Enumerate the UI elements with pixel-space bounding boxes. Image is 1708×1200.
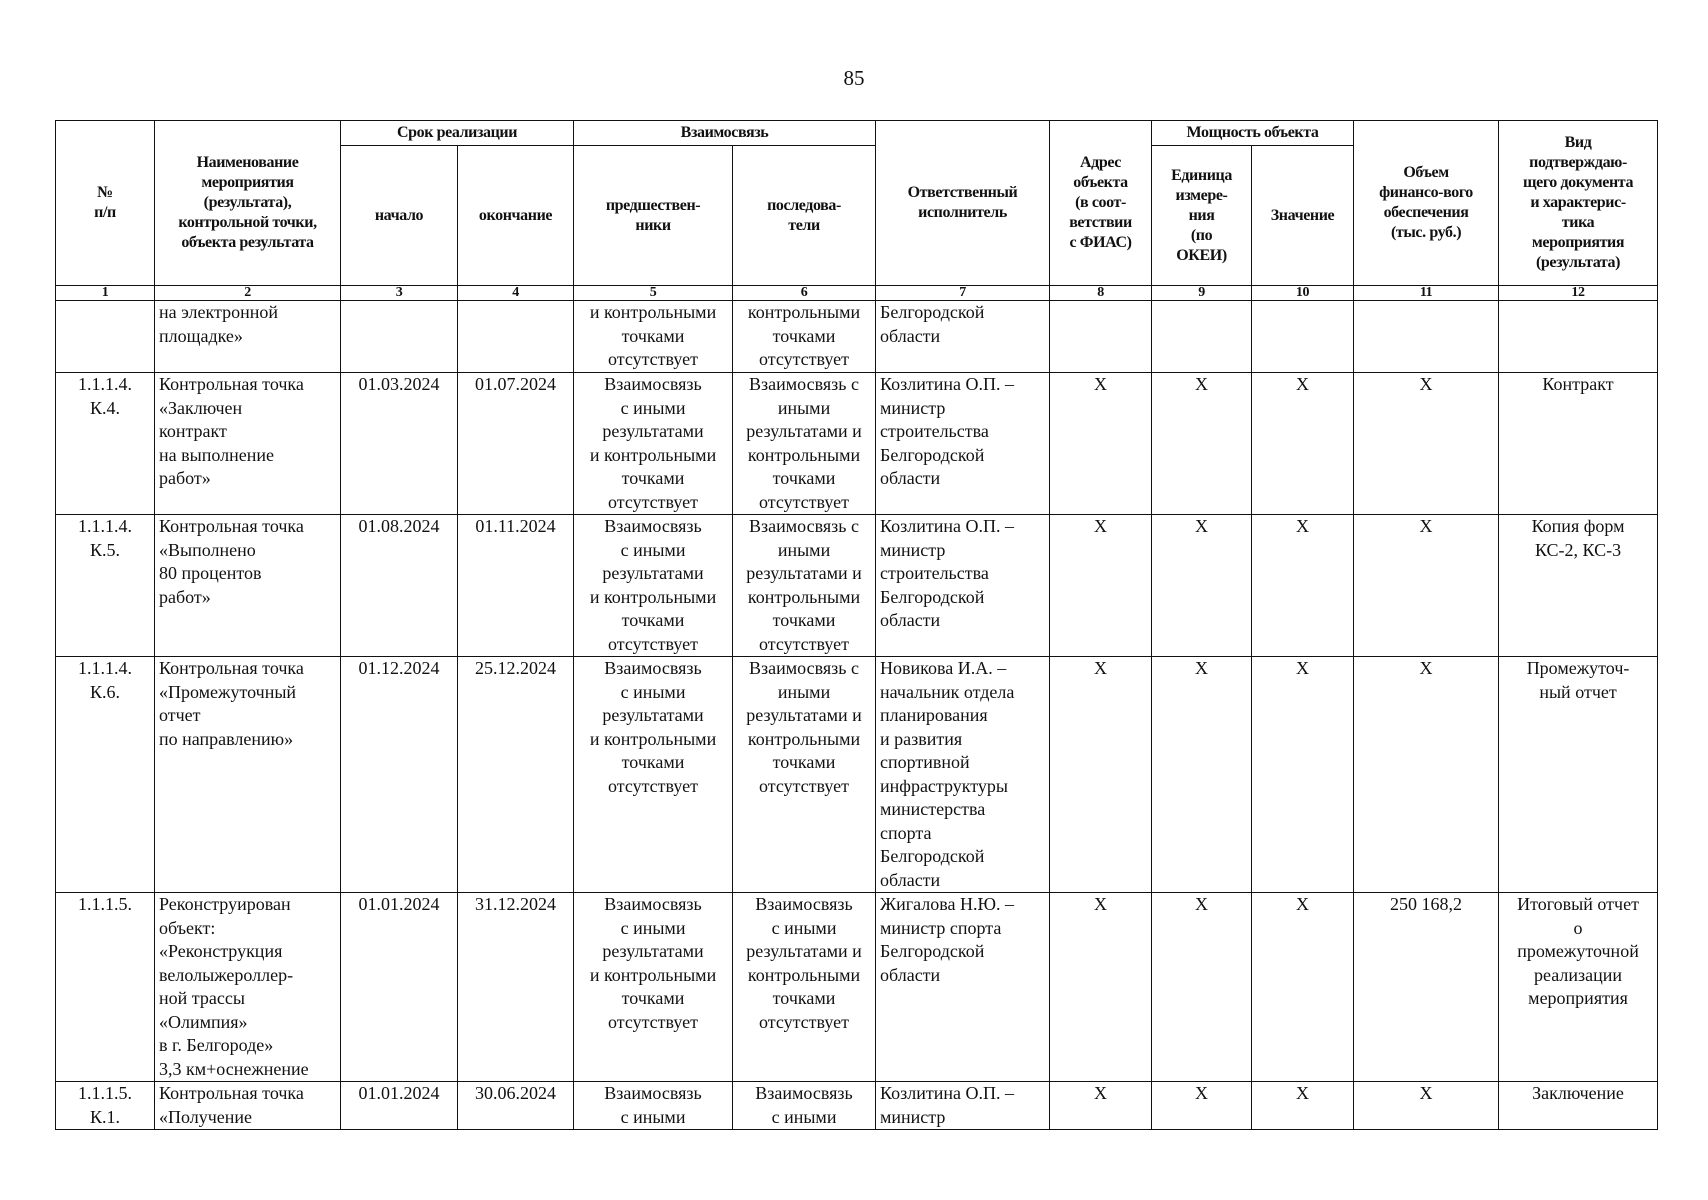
cell-end: 01.11.2024 — [458, 515, 574, 657]
cell-value: Х — [1252, 373, 1354, 515]
cell-successors: Взаимосвязь с иными — [733, 1082, 876, 1130]
header-term-group: Срок реализации — [341, 121, 574, 146]
header-power-group: Мощность объекта — [1152, 121, 1354, 146]
cell-finance: Х — [1354, 657, 1499, 893]
cell-name: Контрольная точка «Промежуточный отчет по направлению» — [155, 657, 341, 893]
cell-unit: Х — [1152, 657, 1252, 893]
header-predecessors: предшествен- ники — [574, 146, 733, 286]
cell-document: Контракт — [1499, 373, 1658, 515]
cell-unit: Х — [1152, 1082, 1252, 1130]
column-number: 6 — [733, 286, 876, 301]
cell-start: 01.12.2024 — [341, 657, 458, 893]
header-finance: Объем финансо-вого обеспечения (тыс. руб.) — [1354, 121, 1499, 286]
cell-start: 01.01.2024 — [341, 1082, 458, 1130]
cell-num — [56, 301, 155, 373]
cell-successors: Взаимосвязь с иными результатами и контрольными точками отсутствует — [733, 657, 876, 893]
table-row — [56, 301, 1658, 373]
column-number: 12 — [1499, 286, 1658, 301]
column-number: 5 — [574, 286, 733, 301]
column-number: 11 — [1354, 286, 1499, 301]
column-number: 7 — [876, 286, 1050, 301]
cell-document: Заключение — [1499, 1082, 1658, 1130]
header-document: Вид подтверждаю- щего документа и характерис- тика мероприятия (результата) — [1499, 121, 1658, 286]
column-number: 1 — [56, 286, 155, 301]
cell-start: 01.08.2024 — [341, 515, 458, 657]
cell-document: Копия форм КС-2, КС-3 — [1499, 515, 1658, 657]
table-row — [56, 1082, 1658, 1130]
cell-unit: Х — [1152, 515, 1252, 657]
cell-end: 01.07.2024 — [458, 373, 574, 515]
cell-address: Х — [1050, 373, 1152, 515]
table-header — [56, 121, 1658, 301]
cell-value: Х — [1252, 657, 1354, 893]
cell-predecessors: Взаимосвязь с иными результатами и контрольными точками отсутствует — [574, 373, 733, 515]
cell-address: Х — [1050, 1082, 1152, 1130]
cell-successors: контрольными точками отсутствует — [733, 301, 876, 373]
cell-num: 1.1.1.5. К.1. — [56, 1082, 155, 1130]
cell-value: Х — [1252, 893, 1354, 1082]
table-row — [56, 893, 1658, 1082]
column-number: 10 — [1252, 286, 1354, 301]
cell-end: 31.12.2024 — [458, 893, 574, 1082]
cell-predecessors: Взаимосвязь с иными результатами и контрольными точками отсутствует — [574, 515, 733, 657]
cell-name: Контрольная точка «Заключен контракт на выполнение работ» — [155, 373, 341, 515]
cell-responsible: Козлитина О.П. – министр строительства Белгородской области — [876, 515, 1050, 657]
cell-end — [458, 301, 574, 373]
column-number: 8 — [1050, 286, 1152, 301]
cell-name: на электронной площадке» — [155, 301, 341, 373]
cell-successors: Взаимосвязь с иными результатами и контрольными точками отсутствует — [733, 893, 876, 1082]
table-row — [56, 373, 1658, 515]
cell-predecessors: Взаимосвязь с иными результатами и контрольными точками отсутствует — [574, 657, 733, 893]
header-successors: последова- тели — [733, 146, 876, 286]
column-number: 9 — [1152, 286, 1252, 301]
cell-name: Реконструирован объект: «Реконструкция велолыжероллер- ной трассы «Олимпия» в г. Белгороде» 3,3 км+оснежнение — [155, 893, 341, 1082]
cell-responsible: Козлитина О.П. – министр — [876, 1082, 1050, 1130]
cell-start — [341, 301, 458, 373]
header-responsible: Ответственный исполнитель — [876, 121, 1050, 286]
cell-document — [1499, 301, 1658, 373]
cell-num: 1.1.1.5. — [56, 893, 155, 1082]
header-num: № п/п — [56, 121, 155, 286]
cell-end: 25.12.2024 — [458, 657, 574, 893]
cell-finance: Х — [1354, 1082, 1499, 1130]
column-number: 4 — [458, 286, 574, 301]
page-number: 85 — [843, 66, 865, 90]
table-row — [56, 515, 1658, 657]
cell-document: Промежуточ- ный отчет — [1499, 657, 1658, 893]
cell-successors: Взаимосвязь с иными результатами и контрольными точками отсутствует — [733, 515, 876, 657]
cell-predecessors: Взаимосвязь с иными результатами и контрольными точками отсутствует — [574, 893, 733, 1082]
cell-finance: Х — [1354, 373, 1499, 515]
cell-name: Контрольная точка «Получение — [155, 1082, 341, 1130]
column-number: 2 — [155, 286, 341, 301]
cell-unit: Х — [1152, 373, 1252, 515]
cell-value: Х — [1252, 515, 1354, 657]
cell-start: 01.01.2024 — [341, 893, 458, 1082]
cell-value — [1252, 301, 1354, 373]
cell-predecessors: и контрольными точками отсутствует — [574, 301, 733, 373]
cell-num: 1.1.1.4. К.5. — [56, 515, 155, 657]
cell-end: 30.06.2024 — [458, 1082, 574, 1130]
cell-finance — [1354, 301, 1499, 373]
header-end: окончание — [458, 146, 574, 286]
header-link-group: Взаимосвязь — [574, 121, 876, 146]
cell-predecessors: Взаимосвязь с иными — [574, 1082, 733, 1130]
header-name: Наименование мероприятия (результата), контрольной точки, объекта результата — [155, 121, 341, 286]
cell-responsible: Белгородской области — [876, 301, 1050, 373]
cell-successors: Взаимосвязь с иными результатами и контрольными точками отсутствует — [733, 373, 876, 515]
cell-address: Х — [1050, 515, 1152, 657]
cell-address: Х — [1050, 893, 1152, 1082]
cell-num: 1.1.1.4. К.4. — [56, 373, 155, 515]
cell-document: Итоговый отчет о промежуточной реализации мероприятия — [1499, 893, 1658, 1082]
header-value: Значение — [1252, 146, 1354, 286]
header-address: Адрес объекта (в соот- ветствии с ФИАС) — [1050, 121, 1152, 286]
cell-address — [1050, 301, 1152, 373]
column-number: 3 — [341, 286, 458, 301]
cell-name: Контрольная точка «Выполнено 80 процентов работ» — [155, 515, 341, 657]
header-start: начало — [341, 146, 458, 286]
header-unit: Единица измере- ния (по ОКЕИ) — [1152, 146, 1252, 286]
cell-start: 01.03.2024 — [341, 373, 458, 515]
cell-unit — [1152, 301, 1252, 373]
column-numbers-row — [56, 286, 1658, 301]
cell-unit: Х — [1152, 893, 1252, 1082]
cell-address: Х — [1050, 657, 1152, 893]
cell-responsible: Жигалова Н.Ю. – министр спорта Белгородской области — [876, 893, 1050, 1082]
activities-table — [55, 120, 1658, 1130]
cell-num: 1.1.1.4. К.6. — [56, 657, 155, 893]
cell-finance: Х — [1354, 515, 1499, 657]
cell-responsible: Новикова И.А. – начальник отдела планирования и развития спортивной инфраструктуры министерства спорта Белгородской области — [876, 657, 1050, 893]
table-row — [56, 657, 1658, 893]
cell-responsible: Козлитина О.П. – министр строительства Белгородской области — [876, 373, 1050, 515]
cell-value: Х — [1252, 1082, 1354, 1130]
cell-finance: 250 168,2 — [1354, 893, 1499, 1082]
